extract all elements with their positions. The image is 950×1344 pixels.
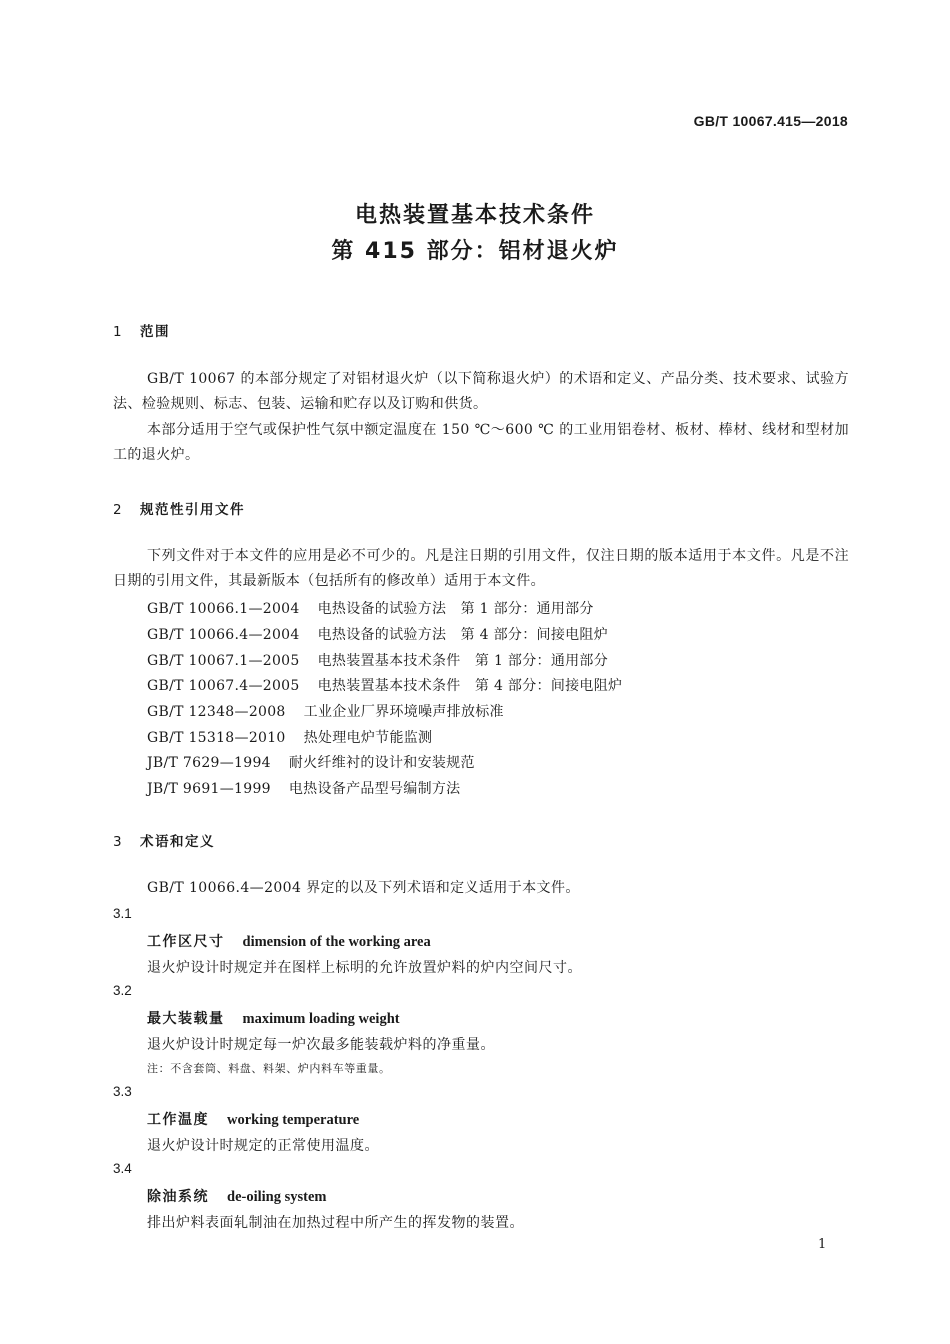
term-en: de-oiling system [227,1189,327,1205]
term-number: 3.4 [113,1161,132,1176]
term-number: 3.1 [113,906,132,921]
references-intro: 下列文件对于本文件的应用是必不可少的。凡是注日期的引用文件，仅注日期的版本适用于本文件。凡是不注日期的引用文件，其最新版本（包括所有的修改单）适用于本文件。 [113,548,849,589]
section-number: 2 [113,502,124,518]
reference-title: 工业企业厂界环境噪声排放标准 [303,704,504,720]
term-zh: 除油系统 [147,1189,209,1205]
section-title: 规范性引用文件 [140,502,245,518]
term-number: 3.3 [113,1084,132,1099]
reference-item [147,675,622,695]
term-definition: 退火炉设计时规定每一炉次最多能装载炉料的净重量。 [147,1037,495,1053]
reference-code: JB/T 7629—1994 [147,755,271,771]
term-definition: 排出炉料表面轧制油在加热过程中所产生的挥发物的装置。 [147,1215,524,1231]
reference-code: GB/T 10067.1—2005 [147,653,300,669]
term-heading [147,1186,326,1206]
reference-title: 电热装置基本技术条件 第 1 部分：通用部分 [317,653,609,669]
term-definition: 退火炉设计时规定并在图样上标明的允许放置炉料的炉内空间尺寸。 [147,960,582,976]
term-en: maximum loading weight [242,1011,400,1027]
reference-title: 耐火纤维衬的设计和安装规范 [288,755,475,771]
document-subtitle: 第 415 部分：铝材退火炉 [331,239,619,264]
term-heading [147,1008,400,1028]
reference-title: 热处理电炉节能监测 [303,730,433,746]
reference-code: JB/T 9691—1999 [147,781,271,797]
reference-item [147,701,504,721]
standard-number: GB/T 10067.415—2018 [693,113,848,129]
reference-code: GB/T 15318—2010 [147,730,286,746]
reference-title: 电热设备的试验方法 第 4 部分：间接电阻炉 [317,627,609,643]
section-heading-references [113,498,245,518]
reference-code: GB/T 10067.4—2005 [147,678,300,694]
term-en: working temperature [227,1112,360,1128]
reference-item [147,650,608,670]
scope-paragraph-2: 本部分适用于空气或保护性气氛中额定温度在 150 ℃～600 ℃ 的工业用铝卷材、板材、棒材、线材和型材加工的退火炉。 [113,422,849,463]
reference-code: GB/T 10066.1—2004 [147,601,300,617]
reference-item [147,778,460,798]
reference-item [147,752,475,772]
reference-code: GB/T 10066.4—2004 [147,627,300,643]
reference-item [147,598,594,618]
term-number: 3.2 [113,983,132,998]
section-heading-scope [113,320,170,340]
reference-title: 电热设备产品型号编制方法 [288,781,461,797]
terms-intro: GB/T 10066.4—2004 界定的以及下列术语和定义适用于本文件。 [147,880,580,896]
section-number: 1 [113,324,124,340]
section-title: 范围 [140,324,170,340]
section-number: 3 [113,834,124,850]
section-title: 术语和定义 [140,834,215,850]
reference-code: GB/T 12348—2008 [147,704,286,720]
reference-title: 电热设备的试验方法 第 1 部分：通用部分 [317,601,594,617]
term-note: 注：不含套筒、料盘、料架、炉内料车等重量。 [147,1062,391,1075]
term-zh: 工作温度 [147,1112,209,1128]
term-zh: 最大装载量 [147,1011,225,1027]
term-en: dimension of the working area [242,934,431,950]
section-heading-terms [113,830,215,850]
page-number: 1 [818,1237,827,1252]
reference-item [147,727,432,747]
reference-title: 电热装置基本技术条件 第 4 部分：间接电阻炉 [317,678,623,694]
term-definition: 退火炉设计时规定的正常使用温度。 [147,1138,379,1154]
term-zh: 工作区尺寸 [147,934,225,950]
scope-paragraph-1: GB/T 10067 的本部分规定了对铝材退火炉（以下简称退火炉）的术语和定义、产品分类、技术要求、试验方法、检验规则、标志、包装、运输和贮存以及订购和供货。 [113,371,849,412]
reference-item [147,624,608,644]
document-title: 电热装置基本技术条件 [354,203,595,228]
term-heading [147,1109,359,1129]
term-heading [147,931,431,951]
